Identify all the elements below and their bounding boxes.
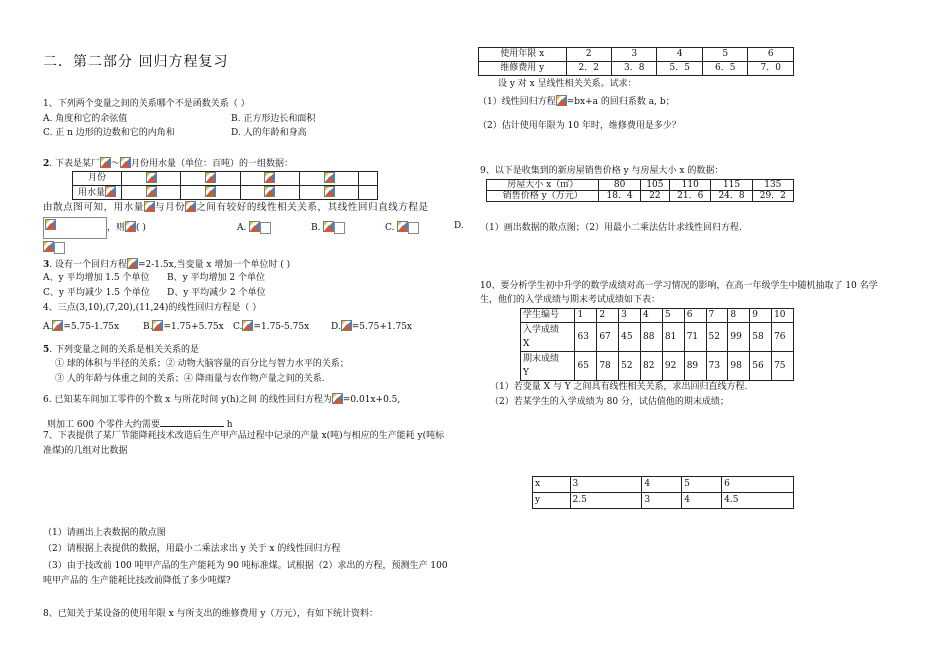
q8-note: 设 y 对 x 呈线性相关关系。试求： [498, 79, 637, 89]
table-cell: 5 [662, 309, 684, 323]
q8-part1: （1）线性回归方程 =bx+a 的回归系数 a, b； [478, 97, 675, 107]
table-row-label: y [533, 493, 571, 509]
q1-option-a: A. 角度和它的余弦值 [43, 114, 128, 124]
table-row-label [521, 352, 575, 381]
table-cell [359, 172, 378, 186]
q10-stem-line1: 10、要分析学生初中升学的数学成绩对高一学习情况的影响，在高一年级学生中随机抽取了 10 名学 [480, 281, 878, 291]
table-cell: 29．2 [752, 191, 793, 202]
table-cell: 3 [611, 48, 656, 62]
table-row [487, 191, 794, 202]
table-row [521, 309, 794, 323]
q2-stem [43, 157, 293, 170]
table-cell: 73 [706, 352, 728, 381]
table-row [479, 48, 794, 62]
q4-option-b: B. =1.75+5.75x [143, 322, 224, 332]
q2-water-table [72, 171, 378, 200]
table-cell [122, 186, 181, 200]
table-cell: 89 [684, 352, 706, 381]
table-cell: 7 [706, 309, 728, 323]
q5-line1: ① 球的体积与半径的关系；② 动物大脑容量的百分比与智力水平的关系； [55, 359, 349, 369]
table-row-label: 房屋大小 x（㎡） [487, 180, 599, 191]
image-placeholder-icon [397, 221, 408, 232]
image-placeholder-icon [332, 393, 343, 404]
table-cell: 4 [657, 48, 702, 62]
table-cell [181, 172, 240, 186]
image-placeholder-icon [152, 320, 163, 331]
image-placeholder-icon [146, 172, 157, 183]
image-placeholder-icon [144, 201, 155, 212]
q2-option-b: B. [311, 221, 345, 234]
q1-option-d: D. 人的年龄和身高 [231, 128, 307, 138]
table-cell: 76 [772, 323, 794, 352]
table-cell: 99 [728, 323, 750, 352]
image-placeholder-icon [52, 320, 63, 331]
row-label-text: 期末成绩 [523, 354, 560, 364]
q7-part3-line1: （3）由于技改前 100 吨甲产品的生产能耗为 90 吨标准煤。试根据（2）求出的方程，预测生产 100 [43, 561, 448, 571]
image-placeholder-icon [100, 157, 111, 168]
table-cell: 110 [670, 180, 711, 191]
q3-option-c: C、y 平均减少 1.5 个单位 [43, 288, 150, 298]
table-cell: 4 [682, 493, 722, 509]
q2-equation-image [43, 217, 107, 239]
q2-option-c: C. [385, 221, 419, 234]
q1-option-c: C. 正 n 边形的边数和它的内角和 [43, 128, 175, 138]
table-cell: 52 [706, 323, 728, 352]
q5-stem: 5. 下列变量之间的关系是相关关系的是 [43, 345, 199, 355]
q7-data-table [532, 476, 794, 509]
table-row [479, 62, 794, 76]
image-placeholder-icon [324, 186, 335, 197]
q4-stem: 4、三点(3,10),(7,20),(11,24)的线性回归方程是（ ） [43, 303, 262, 313]
table-row [521, 323, 794, 352]
table-cell: 5 [682, 477, 722, 493]
q2-option-d-image [43, 241, 65, 254]
table-cell: 2 [566, 48, 611, 62]
q2-line3: ，则 ( ) [107, 223, 146, 233]
q8-maintenance-table [478, 47, 794, 76]
table-cell: 58 [750, 323, 772, 352]
table-cell: 6 [722, 477, 794, 493]
table-cell: 21．6 [670, 191, 711, 202]
image-placeholder-icon [105, 186, 116, 197]
row-label-text: 入学成绩 [523, 325, 560, 335]
image-placeholder-icon [45, 219, 56, 230]
q2-option-a: A. [237, 221, 271, 234]
q10-part1: （1）若变量 X 与 Y 之间具有线性相关关系，求出回归直线方程. [490, 382, 748, 392]
table-cell: 4 [641, 309, 663, 323]
table-cell: 24．8 [711, 191, 752, 202]
q7-stem-line1: 7、下表提供了某厂节能降耗技术改造后生产甲产品过程中记录的产量 x(吨)与相应的生产能耗 y(吨标 [43, 431, 445, 441]
table-cell: 65 [575, 352, 597, 381]
q7-part3-line2: 吨甲产品的 生产能耗比技改前降低了多少吨煤? [43, 576, 231, 586]
table-row [533, 477, 794, 493]
table-cell: 45 [619, 323, 641, 352]
table-cell: 18．4 [599, 191, 640, 202]
table-cell [300, 186, 359, 200]
table-cell: 135 [752, 180, 793, 191]
image-placeholder-icon [146, 186, 157, 197]
q7-part2: （2）请根据上表提供的数据，用最小二乘法求出 y 关于 x 的线性回归方程 [43, 544, 341, 554]
table-cell: 22 [640, 191, 669, 202]
q2-stem-c: 月份用水量（单位：百吨）的一组数据： [131, 159, 294, 169]
q6-line2: 则加工 600 个零件大约需要 h [47, 417, 233, 431]
q10-stem-line2: 生，他们的入学成绩与期末考试成绩如下表： [480, 295, 661, 305]
table-cell: 4 [642, 477, 682, 493]
table-cell: 9 [750, 309, 772, 323]
table-cell: 88 [641, 323, 663, 352]
q9-house-table [486, 179, 794, 202]
table-cell [181, 186, 240, 200]
q10-scores-table [520, 308, 794, 381]
q8-stem: 8、已知关于某设备的使用年限 x 与所支出的维修费用 y（万元），有如下统计资料： [43, 609, 378, 619]
table-cell: 71 [684, 323, 706, 352]
row-label-var: X [523, 339, 530, 349]
table-cell: 5．5 [657, 62, 702, 76]
table-cell: 8 [728, 309, 750, 323]
q10-part2: （2）若某学生的入学成绩为 80 分，试估值他的期末成绩； [490, 397, 729, 407]
table-cell: 3 [570, 477, 642, 493]
table-cell: 2 [597, 309, 619, 323]
table-cell: 67 [597, 323, 619, 352]
table-cell: 52 [619, 352, 641, 381]
table-cell: 3 [619, 309, 641, 323]
table-cell: 80 [599, 180, 640, 191]
table-cell: 2．2 [566, 62, 611, 76]
image-placeholder-icon [120, 157, 131, 168]
table-row-label: 维修费用 y [479, 62, 567, 76]
table-cell [122, 172, 181, 186]
table-cell: 5 [702, 48, 747, 62]
q4-option-d: D. =5.75+1.75x [331, 322, 413, 332]
q4-option-c: C. =1.75-5.75x [233, 322, 310, 332]
image-placeholder-icon [556, 95, 567, 106]
table-row-label: 使用年限 x [479, 48, 567, 62]
table-cell: 105 [640, 180, 669, 191]
row-label-var: Y [523, 368, 529, 378]
image-placeholder-icon [205, 186, 216, 197]
image-placeholder-icon [242, 320, 253, 331]
q5-line2: ③ 人的年龄与体重之间的关系；④ 降雨量与农作物产量之间的关系. [55, 374, 325, 384]
table-cell: 92 [662, 352, 684, 381]
table-cell: 75 [772, 352, 794, 381]
table-cell: 3．8 [611, 62, 656, 76]
table-cell [240, 186, 299, 200]
q1-stem: 1、下列两个变量之间的关系哪个不是函数关系（ ） [43, 99, 250, 109]
q9-parts: （1）画出数据的散点图；（2）用最小二乘法估计求线性回归方程. [480, 223, 742, 233]
table-cell: 81 [662, 323, 684, 352]
q2-line2: 由散点图可知，用水量 与月份 之间有较好的线性相关关系，其线性回归直线方程是 [43, 202, 429, 213]
image-placeholder-icon [249, 221, 260, 232]
table-cell: 6 [748, 48, 794, 62]
table-cell: 4.5 [722, 493, 794, 509]
q7-part1: （1）请画出上表数据的散点图 [43, 528, 166, 538]
q2-row-label-month: 月份 [73, 172, 122, 186]
q2-row-label-water: 用水量 [73, 186, 122, 200]
q4-option-a: A. =5.75-1.75x [43, 322, 120, 332]
table-cell: 6．5 [702, 62, 747, 76]
table-cell [359, 186, 378, 200]
image-placeholder-icon [324, 172, 335, 183]
q2-stem-a: . 下表是某厂 [49, 159, 100, 169]
table-cell: 98 [728, 352, 750, 381]
image-placeholder-icon [125, 221, 136, 232]
q2-number: 2 [43, 159, 50, 169]
q3-option-b: B、y 平均增加 2 个单位 [167, 273, 266, 283]
q3-option-d: D、y 平均减少 2 个单位 [167, 288, 266, 298]
image-placeholder-icon [323, 221, 334, 232]
q8-part2: （2）估计使用年限为 10 年时，维修费用是多少？ [478, 121, 681, 131]
q9-stem: 9、以下是收集到的新房屋销售价格 y 与房屋大小 x 的数据： [480, 166, 724, 176]
table-cell: 78 [597, 352, 619, 381]
table-cell: 1 [575, 309, 597, 323]
q7-stem-line2: 准煤)的几组对比数据 [43, 446, 128, 456]
table-cell: 2.5 [570, 493, 642, 509]
image-placeholder-icon [185, 201, 196, 212]
q2-option-d: D. [454, 221, 464, 231]
table-row [533, 493, 794, 509]
table-cell: 82 [641, 352, 663, 381]
table-row [487, 180, 794, 191]
table-cell: 3 [642, 493, 682, 509]
image-placeholder-icon [43, 241, 54, 252]
table-cell: 63 [575, 323, 597, 352]
table-cell: 6 [684, 309, 706, 323]
q6-stem: 6. 已知某车间加工零件的个数 x 与所花时间 y(h)之间 的线性回归方程为 =0.01x+0.5, [43, 395, 401, 405]
image-placeholder-icon [341, 320, 352, 331]
q3-stem: 3. 设有一个回归方程 =2-1.5x,当变量 x 增加一个单位时 ( ) [43, 260, 291, 270]
table-cell [300, 172, 359, 186]
table-row-label: x [533, 477, 571, 493]
image-placeholder-icon [264, 172, 275, 183]
table-cell: 7．0 [748, 62, 794, 76]
q1-option-b: B. 正方形边长和面积 [231, 114, 316, 124]
table-cell: 115 [711, 180, 752, 191]
table-row-label: 销售价格 y（万元） [487, 191, 599, 202]
table-row-label: 学生编号 [521, 309, 575, 323]
q2-stem-b: ～ [111, 159, 121, 169]
table-row-label [521, 323, 575, 352]
page-title: 二．第二部分 回归方程复习 [43, 54, 229, 70]
table-cell: 10 [772, 309, 794, 323]
image-placeholder-icon [127, 258, 138, 269]
image-placeholder-icon [205, 172, 216, 183]
table-row [521, 352, 794, 381]
image-placeholder-icon [264, 186, 275, 197]
table-cell [240, 172, 299, 186]
table-cell: 56 [750, 352, 772, 381]
q3-option-a: A、y 平均增加 1.5 个单位 [43, 273, 150, 283]
q6-answer-blank[interactable] [160, 417, 224, 427]
